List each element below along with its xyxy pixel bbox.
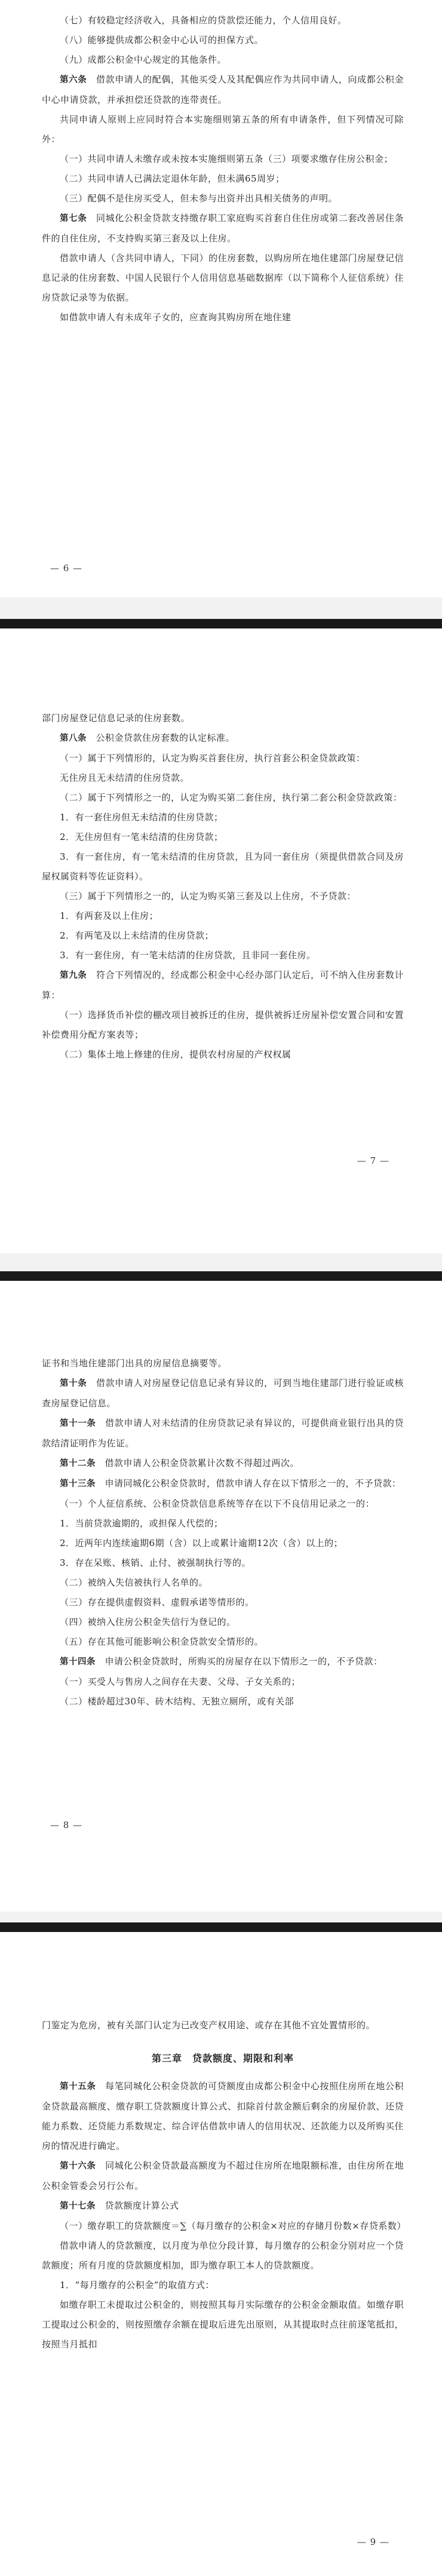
paragraph-text: 符合下列情况的，经成都公积金中心经办部门认定后，可不纳入住房套数计算： [42, 970, 404, 1001]
paragraph-text: 同城化公积金贷款支持缴存职工家庭购买首套自住住房或第二套改善居住条件的自住住房，不支持购买第三套及以上住房。 [42, 213, 404, 244]
paragraph-text: 借款申请人（含共同申请人，下同）的住房套数，以购房所在地住建部门房屋登记信息记录的住房套数、中国人民银行个人信用信息基础数据库（以下简称个人征信系统）住房贷款记录等为依据。 [42, 253, 404, 303]
paragraph-text: （七）有较稳定经济收入，具备相应的贷款偿还能力，个人信用良好。 [60, 15, 347, 26]
paragraph-text: 2．有两笔及以上未结清的住房贷款； [60, 930, 214, 941]
paragraph-text: 如缴存职工未提取过公积金的，则按照其每月实际缴存的公积金金额取值。如缴存职工提取过公积金的，则按照缴存余额在提取后进先出原则，从其提取时点往前逐笔抵扣，按照当月抵扣 [42, 2299, 404, 2350]
article-number: 第十六条 [60, 2161, 96, 2171]
page-separator [0, 1271, 442, 1281]
article-number: 第十条 [60, 1379, 87, 1388]
body-paragraph [42, 887, 404, 906]
paragraph-text: （一）个人征信系统、公积金贷款信息系统等存在以下不良信用记录之一的： [60, 1498, 375, 1509]
page-body [42, 2016, 404, 2354]
body-paragraph [42, 30, 404, 50]
article-number: 第七条 [60, 214, 87, 223]
article-paragraph [42, 965, 404, 1005]
paragraph-text: （三）存在提供虚假资料、虚假承诺等情形的。 [60, 1597, 254, 1608]
paragraph-text: （一）买受人与售房人之间存在夫妻、父母、子女关系的； [60, 1676, 301, 1687]
page-number: — 7 — [357, 1155, 389, 1166]
body-paragraph [42, 149, 404, 169]
body-paragraph [42, 1534, 404, 1553]
document-page [0, 1932, 442, 2576]
paragraph-text: 1．有两套及以上住房； [60, 910, 159, 921]
paragraph-text: （九）成都公积金中心规定的其他条件。 [60, 54, 227, 65]
paragraph-text: （一）选择货币补偿的棚改项目被拆迁的住房，提供被拆迁房屋补偿安置合同和安置补偿费用分配方案表等； [42, 1010, 404, 1040]
body-paragraph [42, 1354, 404, 1373]
paragraph-text: 2．近两年内连续逾期6期（含）以上或累计逾期12次（含）以上的； [60, 1538, 343, 1548]
page-number: — 8 — [50, 1820, 83, 1830]
body-paragraph [42, 768, 404, 788]
paragraph-text: 公积金贷款住房套数的认定标准。 [96, 732, 235, 743]
paragraph-text: 3．存在呆账、核销、止付、被强制执行等的。 [60, 1557, 251, 1568]
body-paragraph [42, 249, 404, 308]
body-paragraph [42, 2236, 404, 2276]
chapter-heading: 第三章 贷款额度、期限和利率 [151, 2053, 294, 2064]
paragraph-text: （二）共同申请人已满法定退休年龄，但未满65周岁； [60, 173, 285, 184]
document-page [0, 628, 442, 1253]
paragraph-text: 门鉴定为危房，被有关部门认定为已改变产权用途、或存在其他不宜处置情形的。 [42, 2020, 376, 2031]
body-paragraph [42, 808, 404, 827]
paragraph-text: 申请公积金贷款时，所购买的房屋存在以下情形之一的，不予贷款： [105, 1656, 383, 1667]
body-paragraph [42, 1494, 404, 1514]
article-number: 第十三条 [60, 1479, 96, 1489]
article-paragraph [42, 2077, 404, 2156]
paragraph-text: 借款申请人的配偶，其他买受人及其配偶应作为共同申请人，向成都公积金中心申请贷款，并承担偿还贷款的连带责任。 [42, 74, 404, 105]
page-separator [0, 619, 442, 628]
paragraph-text: （四）被纳入住房公积金失信行为登记的。 [60, 1617, 236, 1627]
article-paragraph [42, 728, 404, 749]
article-paragraph [42, 208, 404, 249]
paragraph-text: 部门房屋登记信息记录的住房套数。 [42, 713, 191, 723]
paragraph-text: 借款申请人的贷款额度，以月度为单位分段计算，每月缴存的公积金分别对应一个贷款额度；所有月度的贷款额度相加，即为缴存职工本人的贷款额度。 [42, 2240, 404, 2271]
body-paragraph [42, 1553, 404, 1573]
body-paragraph [42, 2295, 404, 2354]
paragraph-text: 证书和当地住建部门出具的房屋信息摘要等。 [42, 1358, 228, 1369]
body-paragraph [42, 169, 404, 189]
article-paragraph [42, 1373, 404, 1413]
paragraph-text: （三）配偶不是住房买受人，但未参与出资并出具相关债务的声明。 [60, 193, 338, 204]
body-paragraph [42, 1593, 404, 1612]
article-number: 第十五条 [60, 2082, 96, 2092]
document-page [0, 0, 442, 597]
page-number: — 9 — [357, 2537, 389, 2547]
paragraph-text: 共同申请人原则上应同时符合本实施细则第五条的所有申请条件，但下列情况可除外： [42, 114, 404, 145]
paragraph-text: （二）楼龄超过30年、砖木结构、无独立厕所，或有关部 [60, 1696, 294, 1707]
body-paragraph [42, 946, 404, 965]
article-paragraph [42, 1474, 404, 1494]
body-paragraph [42, 749, 404, 768]
paragraph-text: 1．当前贷款逾期的，或担保人代偿的； [60, 1518, 223, 1529]
paragraph-text: （三）属于下列情形之一的，认定为购买第三套及以上住房，不予贷款： [60, 891, 357, 901]
paragraph-text: 贷款额度计算公式 [105, 2200, 179, 2211]
body-paragraph [42, 847, 404, 887]
paragraph-text: 3．有一套住房，有一笔未结清的住房贷款，且非同一套住房。 [60, 950, 316, 961]
body-paragraph [42, 906, 404, 926]
paragraph-text: （一）缴存职工的贷款额度＝∑（每月缴存的公积金×对应的存储月份数×存贷系数） [60, 2221, 406, 2231]
article-paragraph [42, 2196, 404, 2216]
body-paragraph [42, 189, 404, 208]
body-paragraph [42, 50, 404, 70]
body-paragraph [42, 11, 404, 30]
body-paragraph [42, 2276, 404, 2295]
body-paragraph [42, 1632, 404, 1652]
body-paragraph [42, 1692, 404, 1712]
body-paragraph [42, 1612, 404, 1632]
body-paragraph [42, 1005, 404, 1045]
body-paragraph [42, 827, 404, 847]
body-paragraph [42, 1573, 404, 1593]
body-paragraph [42, 926, 404, 946]
paragraph-text: 同城化公积金贷款最高额度为不超过住房所在地限额标准，由住房所在地公积金管委会另行公布。 [42, 2160, 404, 2191]
paragraph-text: 2．无住房但有一笔未结清的住房贷款； [60, 832, 223, 842]
page-body [42, 1354, 404, 1712]
paragraph-text: 1．有一套住房但无未结清的住房贷款； [60, 812, 223, 823]
body-paragraph [42, 709, 404, 728]
page-number: — 6 — [50, 563, 83, 574]
body-paragraph [42, 1672, 404, 1692]
paragraph-text: （五）存在其他可能影响公积金贷款安全情形的。 [60, 1636, 264, 1647]
page-body [42, 709, 404, 1065]
body-paragraph [42, 1045, 404, 1065]
article-paragraph [42, 2156, 404, 2196]
paragraph-text: 借款申请人公积金贷款累计次数不得超过两次。 [105, 1458, 300, 1468]
paragraph-text: （二）被纳入失信被执行人名单的。 [60, 1577, 208, 1588]
article-number: 第十二条 [60, 1459, 96, 1468]
body-paragraph [42, 110, 404, 149]
body-paragraph [42, 1514, 404, 1534]
article-number: 第十四条 [60, 1657, 96, 1667]
body-paragraph [42, 2216, 404, 2236]
paragraph-text: 借款申请人对房屋登记信息记录有异议的，可到当地住建部门进行验证或核查房屋登记信息。 [42, 1378, 404, 1409]
paragraph-text: 借款申请人对未结清的住房贷款记录有异议的，可提供商业银行出具的贷款结清证明作为佐证。 [42, 1418, 404, 1449]
article-number: 第十七条 [60, 2201, 96, 2211]
article-number: 第八条 [60, 734, 87, 743]
article-paragraph [42, 1413, 404, 1453]
body-paragraph [42, 308, 404, 327]
article-number: 第六条 [60, 75, 87, 85]
paragraph-text: （二）集体土地上修建的住房，提供农村房屋的产权权属 [60, 1049, 291, 1060]
paragraph-text: 3．有一套住房，有一笔未结清的住房贷款，且为同一套住房（须提供借款合同及房屋权属资料等佐证资料）。 [42, 851, 404, 882]
page-body [42, 11, 404, 327]
paragraph-text: 申请同城化公积金贷款时，借款申请人存在以下情形之一的，不予贷款： [105, 1478, 401, 1489]
paragraph-text: （八）能够提供成都公积金中心认可的担保方式。 [60, 35, 264, 45]
article-number: 第十一条 [60, 1419, 96, 1428]
paragraph-text: 1．“每月缴存的公积金”的取值方式： [60, 2280, 214, 2290]
article-paragraph [42, 70, 404, 110]
article-paragraph [42, 1652, 404, 1672]
paragraph-text: 每笔同城化公积金贷款的可贷额度由成都公积金中心按照住房所在地公积金贷款最高额度、缴存职工贷款额度计算公式、扣除首付款金额后剩余的房屋价款、还贷能力系数、还贷能力系数规定、综合评估借款申请人的信用状况、还款能力以及所购买住房的情况进行确定。 [42, 2081, 404, 2151]
body-paragraph [42, 788, 404, 808]
paragraph-text: （一）共同申请人未缴存或未按本实施细则第五条（三）项要求缴存住房公积金； [60, 154, 394, 164]
paragraph-text: （二）属于下列情形之一的，认定为购买第二套住房，执行第二套公积金贷款政策： [60, 792, 403, 803]
document-page [0, 1281, 442, 1912]
paragraph-text: （一）属于下列情形的，认定为购买首套住房，执行首套公积金贷款政策： [60, 753, 366, 763]
page-separator [0, 1922, 442, 1932]
paragraph-text: 无住房且无未结清的住房贷款。 [60, 772, 190, 783]
body-paragraph [42, 2016, 404, 2035]
article-paragraph [42, 1453, 404, 1474]
article-number: 第九条 [60, 971, 87, 980]
paragraph-text: 如借款申请人有未成年子女的，应查询其购房所在地住建 [60, 312, 291, 323]
